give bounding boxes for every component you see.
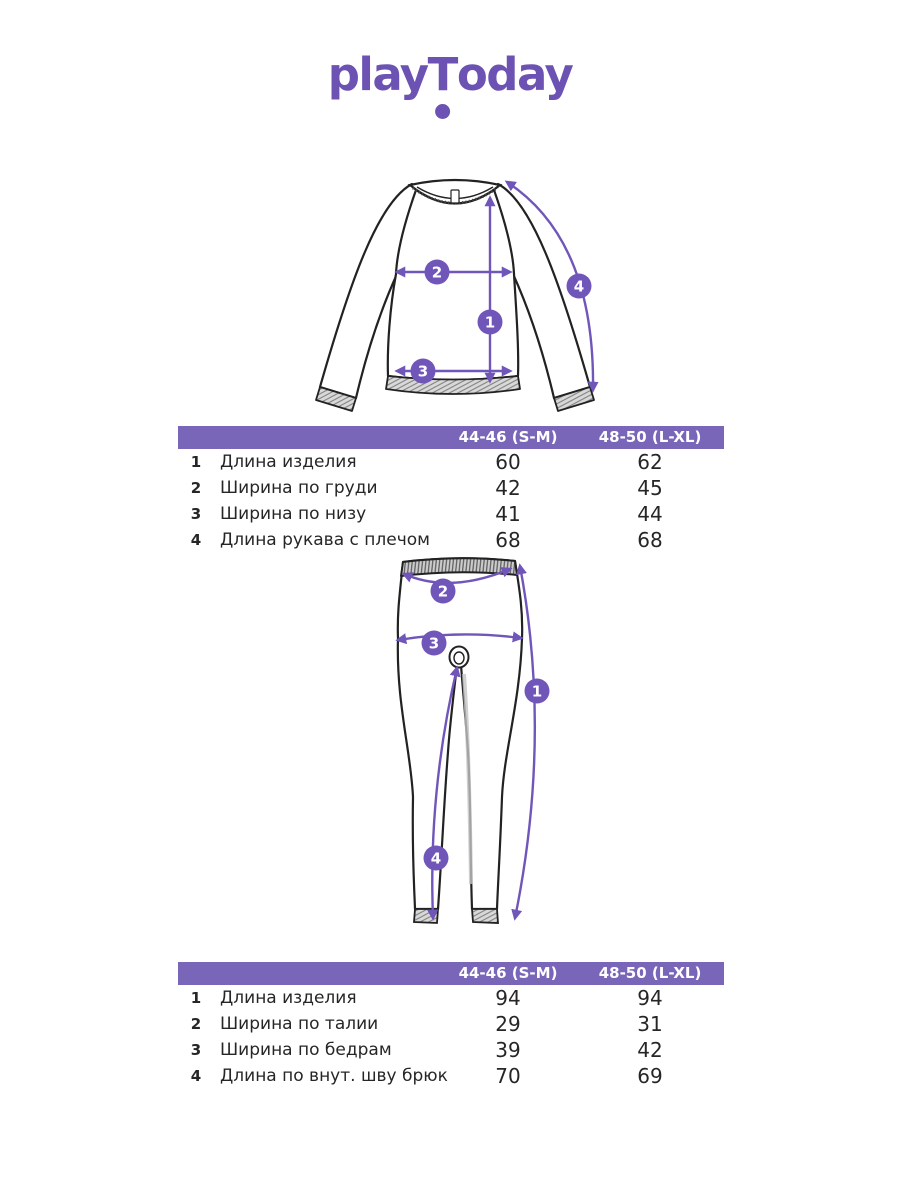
- column-header-lxl: 48-50 (L-XL): [598, 428, 702, 446]
- row-label: Ширина по низу: [220, 504, 367, 524]
- table-row: [178, 1037, 724, 1063]
- value-sm: 29: [495, 1012, 521, 1036]
- row-label: Длина рукава с плечом: [220, 530, 430, 550]
- logo-dot-icon: [435, 104, 450, 119]
- table-row: [178, 475, 724, 501]
- value-sm: 70: [495, 1064, 521, 1088]
- table-row: [178, 527, 724, 553]
- pants-right-cuff: [472, 909, 498, 923]
- shirt-marker-1: [478, 310, 503, 335]
- shirt-measurement-diagram: [270, 152, 630, 426]
- shirt-hem-band: [386, 376, 520, 394]
- logo-text-oday: oday: [456, 48, 573, 101]
- row-label: Длина изделия: [220, 452, 357, 472]
- pants-marker-3-label: 3: [428, 634, 440, 653]
- row-label: Длина по внут. шву брюк: [220, 1066, 448, 1086]
- value-lxl: 94: [637, 986, 663, 1010]
- value-sm: 42: [495, 476, 521, 500]
- bottom-table-header: [178, 962, 724, 985]
- value-sm: 41: [495, 502, 521, 526]
- table-row: [178, 1063, 724, 1089]
- table-row: [178, 449, 724, 475]
- row-number: 2: [190, 479, 202, 497]
- row-number: 3: [190, 1041, 202, 1059]
- pants-gusset-ring: [450, 647, 469, 668]
- column-header-sm: 44-46 (S-M): [458, 964, 558, 982]
- row-number: 1: [190, 453, 202, 471]
- pants-body: [398, 558, 522, 909]
- table-row: [178, 501, 724, 527]
- row-number: 4: [190, 531, 202, 549]
- logo-text-play: play: [327, 48, 428, 101]
- pants-left-cuff: [414, 909, 438, 923]
- row-number: 4: [190, 1067, 202, 1085]
- shirt-marker-2-label: 2: [431, 263, 443, 282]
- pants-marker-1-label: 1: [531, 682, 543, 701]
- value-lxl: 42: [637, 1038, 663, 1062]
- pants-measurement-diagram: [330, 552, 610, 952]
- value-lxl: 69: [637, 1064, 663, 1088]
- value-sm: 39: [495, 1038, 521, 1062]
- column-header-sm: 44-46 (S-M): [458, 428, 558, 446]
- shirt-marker-3: [411, 359, 436, 384]
- row-label: Ширина по талии: [220, 1014, 379, 1034]
- top-size-table: [178, 426, 724, 553]
- pants-marker-1: [525, 679, 550, 704]
- value-lxl: 44: [637, 502, 663, 526]
- logo-text-t: T: [428, 52, 457, 97]
- row-label: Ширина по бедрам: [220, 1040, 392, 1060]
- row-number: 2: [190, 1015, 202, 1033]
- row-label: Длина изделия: [220, 988, 357, 1008]
- shirt-body: [388, 190, 518, 380]
- value-lxl: 62: [637, 450, 663, 474]
- pants-marker-4-label: 4: [430, 849, 442, 868]
- shirt-marker-4-label: 4: [573, 277, 585, 296]
- value-sm: 60: [495, 450, 521, 474]
- shirt-marker-3-label: 3: [417, 362, 429, 381]
- pants-marker-2: [431, 579, 456, 604]
- table-row: [178, 985, 724, 1011]
- shirt-marker-1-label: 1: [484, 313, 496, 332]
- table-row: [178, 1011, 724, 1037]
- value-sm: 94: [495, 986, 521, 1010]
- top-table-header: [178, 426, 724, 449]
- row-number: 1: [190, 989, 202, 1007]
- value-lxl: 31: [637, 1012, 663, 1036]
- shirt-marker-4: [567, 274, 592, 299]
- row-number: 3: [190, 505, 202, 523]
- value-lxl: 68: [637, 528, 663, 552]
- brand-logo: [0, 48, 900, 101]
- shirt-marker-2: [425, 260, 450, 285]
- bottom-size-table: [178, 962, 724, 1089]
- value-lxl: 45: [637, 476, 663, 500]
- pants-marker-2-label: 2: [437, 582, 449, 601]
- value-sm: 68: [495, 528, 521, 552]
- row-label: Ширина по груди: [220, 478, 378, 498]
- shirt-neck-label: [451, 190, 459, 203]
- pants-marker-3: [422, 631, 447, 656]
- column-header-lxl: 48-50 (L-XL): [598, 964, 702, 982]
- pants-marker-4: [424, 846, 449, 871]
